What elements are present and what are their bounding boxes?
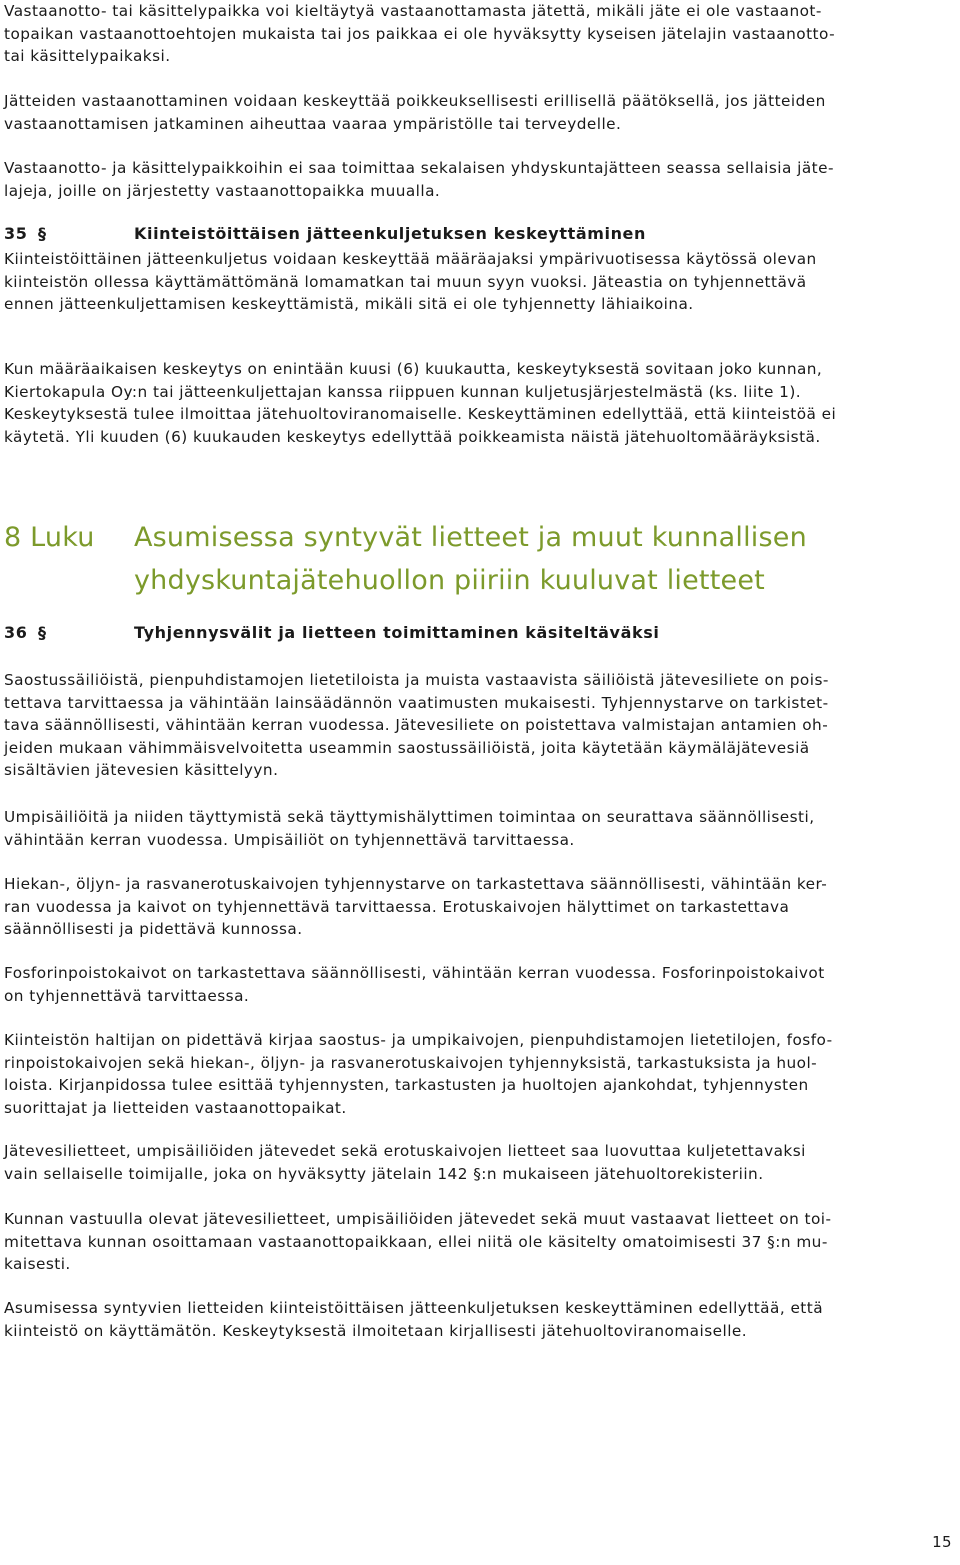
paragraph-suspension-duration: Kun määräaikaisen keskeytys on enintään kuusi (6) kuukautta, keskeytyksestä sovitaan joko kunnan, Kiertokapula Oy:n tai jätteenkuljettajan kanssa riippuen kunnan kuljetusjärjestelmästä (ks. liite 1). Keskeytyksestä tulee ilmoittaa jätehuoltoviranomaiselle. Keskeyttäminen edellyttää, että kiinteistöä ei käytetä. Yli kuuden (6) kuukauden keskeytys edellyttää poikkeamista näistä jätehuoltomääräyksistä. <box>4 360 837 446</box>
section-symbol: § <box>38 623 47 642</box>
paragraph-septic-tanks: Saostussäiliöistä, pienpuhdistamojen lietetiloista ja muista vastaavista säiliöistä jätevesiliete on pois- tettava tarvittaessa ja vähintään lainsäädännön vaatimusten mukaisesti. Tyhjennystarve on tarkistet- tava säännöllisesti, vähintään kerran vuodessa. Jätevesiliete on poistettava valmistajan antamien oh- jeiden mukaan vähimmäisvelvoitetta useammin saostussäiliöistä, joita käytetään käymäläjätevesiä sisältävien jätevesien käsittelyyn. <box>4 671 829 780</box>
section-number: 35 <box>4 224 28 243</box>
section-title: Tyhjennysvälit ja lietteen toimittaminen käsiteltäväksi <box>134 623 660 642</box>
paragraph-record-keeping: Kiinteistön haltijan on pidettävä kirjaa saostus- ja umpikaivojen, pienpuhdistamojen lietetilojen, fosfo- rinpoistokaivojen sekä hiekan-, öljyn- ja rasvanerotuskaivojen tyhjennyksistä, tarkastuksista ja huol- loista. Kirjanpidossa tulee esittää tyhjennysten, tarkastusten ja huoltojen ajankohdat, tyhjennysten suorittajat ja lietteiden vastaanottopaikat. <box>4 1031 833 1117</box>
chapter-number: 8 Luku <box>4 522 95 553</box>
paragraph-reception-refusal: Vastaanotto- tai käsittelypaikka voi kieltäytyä vastaanottamasta jätettä, mikäli jäte ei ole vastaanot- topaikan vastaanottoehtojen mukaista tai jos paikkaa ei ole hyväksytty kyseisen jätelajin vastaanotto- tai käsittelypaikaksi. <box>4 2 836 66</box>
section-symbol: § <box>38 224 47 243</box>
paragraph-separator-wells: Hiekan-, öljyn- ja rasvanerotuskaivojen tyhjennystarve on tarkastettava säännöllisesti, vähintään ker- ran vuodessa ja kaivot on tyhjennettävä tarvittaessa. Erotuskaivojen hälyttimet on tarkastettava säännöllisesti ja pidettävä kunnossa. <box>4 875 828 939</box>
paragraph-reception-suspension: Jätteiden vastaanottaminen voidaan keskeyttää poikkeuksellisesti erillisellä päätöksellä, jos jätteiden vastaanottamisen jatkaminen aiheuttaa vaaraa ympäristölle tai terveydelle. <box>4 92 826 133</box>
paragraph-municipal-sludge: Kunnan vastuulla olevat jätevesilietteet, umpisäiliöiden jätevedet sekä muut vastaavat lietteet on toi- mitettava kunnan osoittamaan vastaanottopaikkaan, ellei niitä ole käsitelty omatoimisesti 37 §:n mu- kaisesti. <box>4 1210 832 1274</box>
chapter-title: Asumisessa syntyvät lietteet ja muut kunnallisen yhdyskuntajätehuollon piiriin kuuluvat lietteet <box>134 522 807 596</box>
page-number: 15 <box>932 1533 952 1551</box>
section-number: 36 <box>4 623 28 642</box>
paragraph-sludge-suspension: Asumisessa syntyvien lietteiden kiinteistöittäisen jätteenkuljetuksen keskeyttäminen edellyttää, että kiinteistö on käyttämätön. Keskeytyksestä ilmoitetaan kirjallisesti jätehuoltoviranomaiselle. <box>4 1299 824 1340</box>
paragraph-transport-suspension: Kiinteistöittäinen jätteenkuljetus voidaan keskeyttää määräajaksi ympärivuotisessa käytössä olevan kiinteistön ollessa käyttämättömänä lomamatkan tai muun syyn vuoksi. Jäteastia on tyhjennettävä ennen jätteenkuljettamisen keskeyttämistä, mikäli sitä ei ole tyhjennetty lähiaikoina. <box>4 250 817 314</box>
paragraph-mixed-waste: Vastaanotto- ja käsittelypaikkoihin ei saa toimittaa sekalaisen yhdyskuntajätteen seassa sellaisia jäte- lajeja, joille on järjestetty vastaanottopaikka muualla. <box>4 159 834 200</box>
paragraph-sludge-handover: Jätevesilietteet, umpisäiliöiden jätevedet sekä erotuskaivojen lietteet saa luovuttaa kuljetettavaksi vain sellaiselle toimijalle, joka on hyväksytty jätelain 142 §:n mukaiseen jätehuoltorekisteriin. <box>4 1142 806 1183</box>
paragraph-holding-tanks: Umpisäiliöitä ja niiden täyttymistä sekä täyttymishälyttimen toimintaa on seurattava säännöllisesti, vähintään kerran vuodessa. Umpisäiliöt on tyhjennettävä tarvittaessa. <box>4 808 815 849</box>
paragraph-phosphorus-wells: Fosforinpoistokaivot on tarkastettava säännöllisesti, vähintään kerran vuodessa. Fosforinpoistokaivot on tyhjennettävä tarvittaessa. <box>4 964 825 1005</box>
section-title: Kiinteistöittäisen jätteenkuljetuksen keskeyttäminen <box>134 224 647 243</box>
